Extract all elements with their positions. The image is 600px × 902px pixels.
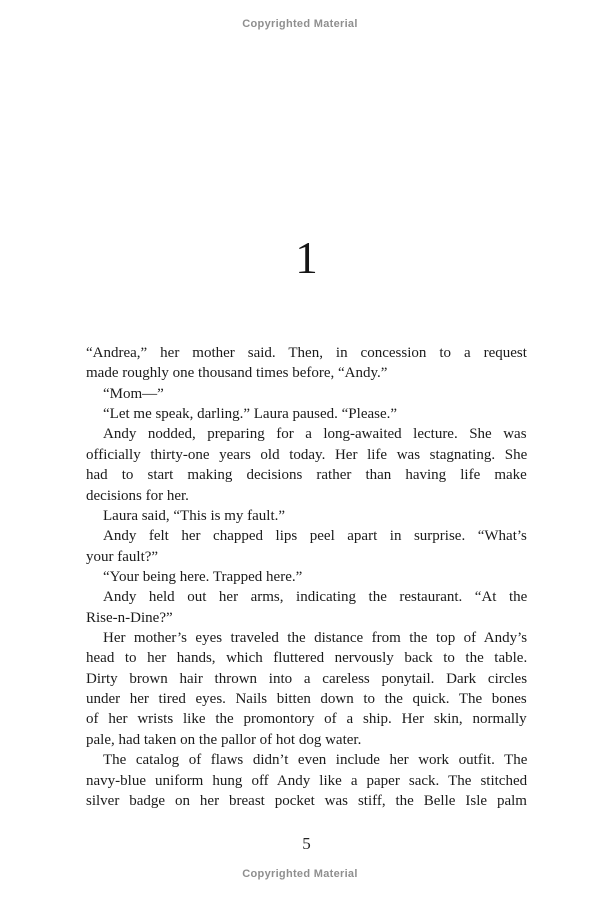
body-text bbox=[86, 343, 527, 811]
text-line: Andy nodded, preparing for a long-awaited lecture. She was bbox=[103, 426, 527, 443]
text-line: “Mom—” bbox=[103, 385, 164, 402]
text-line: pale, had taken on the pallor of hot dog water. bbox=[86, 731, 362, 748]
text-line: Andy felt her chapped lips peel apart in surprise. “What’s bbox=[103, 528, 527, 545]
text-line: Dirty brown hair thrown into a careless ponytail. Dark circles bbox=[86, 670, 528, 687]
text-line: silver badge on her breast pocket was stiff, the Belle Isle palm bbox=[86, 792, 527, 809]
text-line: “Let me speak, darling.” Laura paused. “Please.” bbox=[103, 406, 398, 423]
copyright-notice-top: Copyrighted Material bbox=[242, 18, 358, 30]
text-line: navy-blue uniform hung off Andy like a paper sack. The stitched bbox=[86, 772, 528, 789]
text-line: Andy held out her arms, indicating the restaurant. “At the bbox=[103, 589, 528, 606]
text-line: your fault?” bbox=[86, 548, 159, 565]
text-line: The catalog of flaws didn’t even include her work outfit. The bbox=[103, 752, 528, 769]
text-line: officially thirty-one years old today. Her life was stagnating. She bbox=[86, 446, 528, 463]
text-line: made roughly one thousand times before, “Andy.” bbox=[86, 365, 388, 382]
text-line: head to her hands, which fluttered nervously back to the table. bbox=[86, 650, 528, 667]
text-line: “Your being here. Trapped here.” bbox=[103, 568, 303, 585]
page-number: 5 bbox=[302, 834, 311, 853]
text-line: had to start making decisions rather than having life make bbox=[86, 467, 527, 484]
text-line: “Andrea,” her mother said. Then, in concession to a request bbox=[86, 345, 527, 361]
copyright-notice-bottom: Copyrighted Material bbox=[242, 868, 358, 880]
text-line: Laura said, “This is my fault.” bbox=[103, 507, 286, 524]
chapter-number: 1 bbox=[295, 233, 318, 283]
text-line: decisions for her. bbox=[86, 487, 189, 504]
text-line: Her mother’s eyes traveled the distance from the top of Andy’s bbox=[103, 630, 528, 647]
text-line: under her tired eyes. Nails bitten down to the quick. The bones bbox=[86, 691, 527, 708]
text-line: of her wrists like the promontory of a ship. Her skin, normally bbox=[86, 711, 527, 728]
text-line: Rise-n-Dine?” bbox=[86, 609, 173, 626]
